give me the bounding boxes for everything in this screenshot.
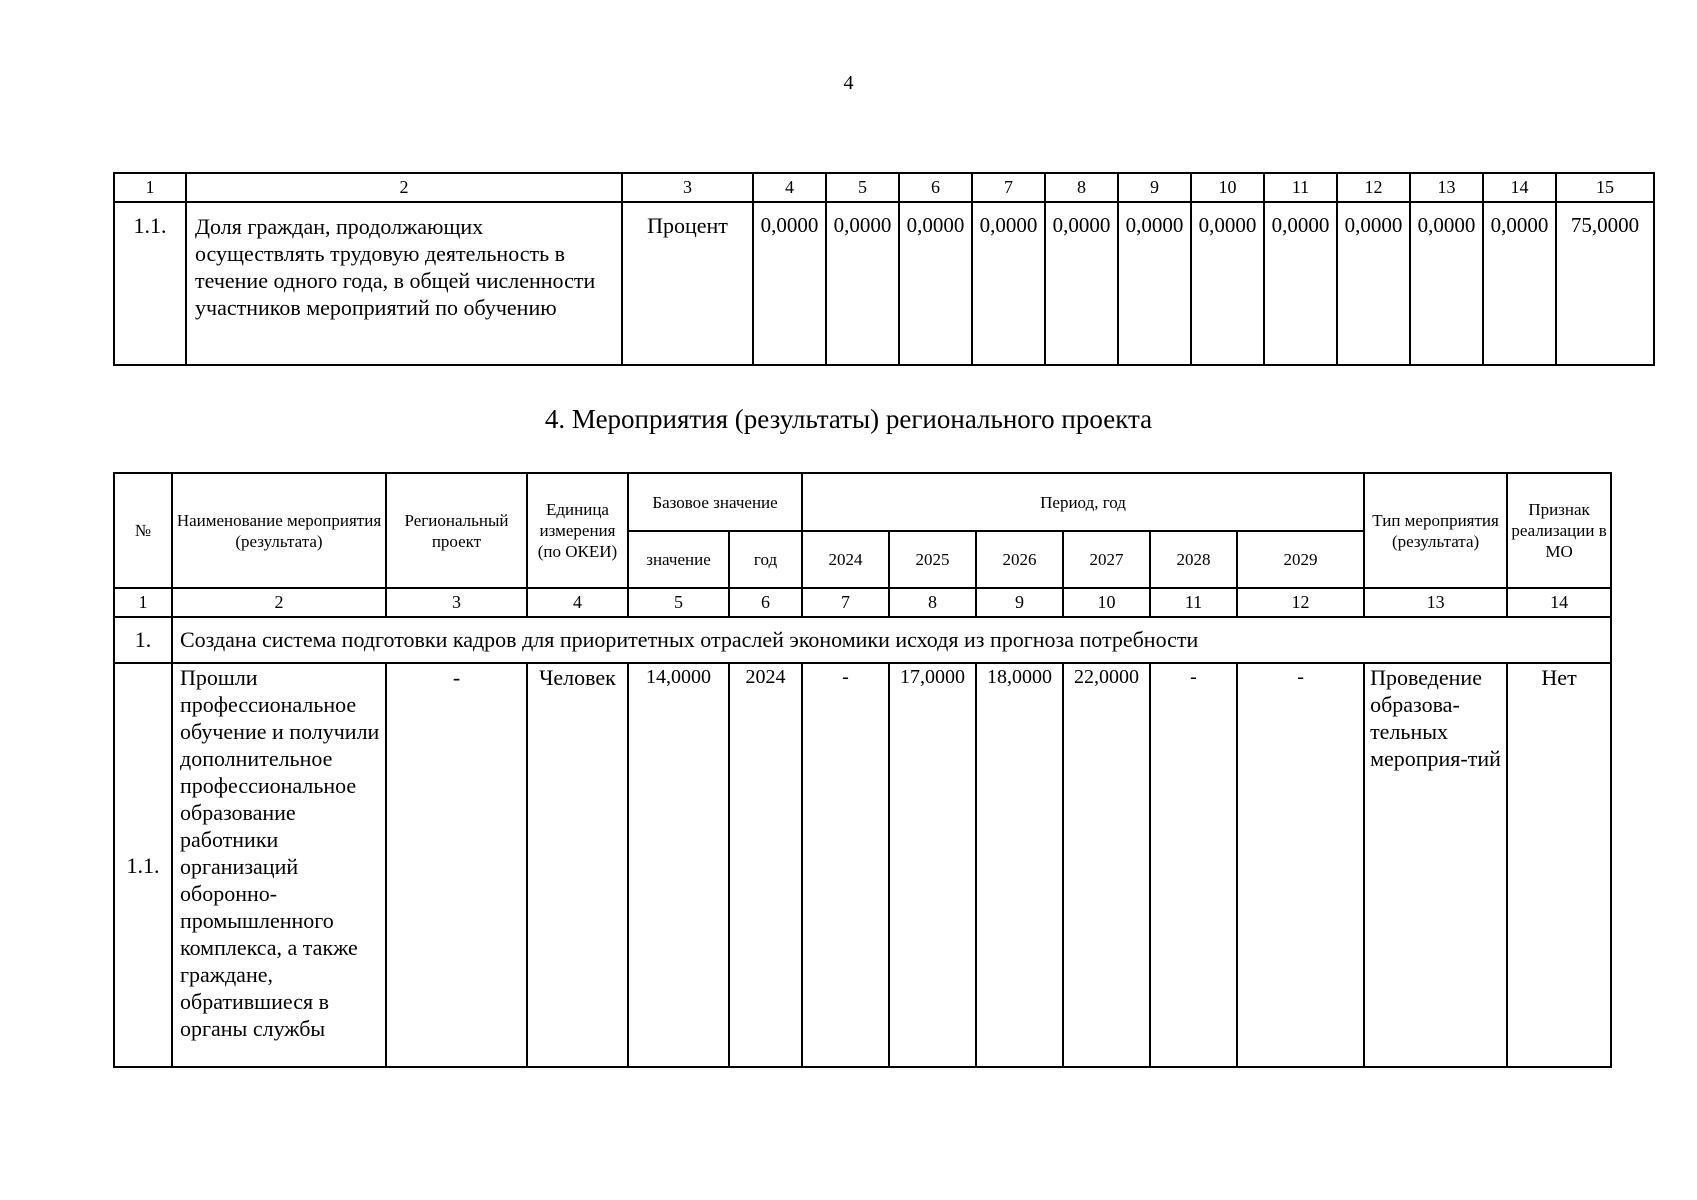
activities-table — [113, 472, 1612, 1068]
row-index: 1.1. — [114, 663, 172, 1067]
header-base-year: год — [729, 531, 802, 588]
column-number: 4 — [527, 588, 628, 617]
section-index: 1. — [114, 617, 172, 663]
header-mo: Признак реализации в МО — [1507, 473, 1611, 588]
header-year: 2026 — [976, 531, 1063, 588]
indicator-value: 0,0000 — [753, 202, 826, 365]
indicators-column-numbers — [114, 173, 1654, 202]
header-year: 2029 — [1237, 531, 1364, 588]
activity-year-value: - — [1237, 663, 1364, 1067]
column-number: 4 — [753, 173, 826, 202]
column-number: 14 — [1507, 588, 1611, 617]
indicator-value: 0,0000 — [1264, 202, 1337, 365]
indicator-unit: Процент — [622, 202, 753, 365]
indicator-value: 0,0000 — [1118, 202, 1191, 365]
table-row — [114, 202, 1654, 365]
section-title: 4. Мероприятия (результаты) регионального проекта — [544, 404, 1153, 434]
column-number: 11 — [1150, 588, 1237, 617]
column-number: 2 — [172, 588, 386, 617]
column-number: 12 — [1337, 173, 1410, 202]
row-index: 1.1. — [114, 202, 186, 365]
column-number: 7 — [802, 588, 889, 617]
activity-project: - — [386, 663, 527, 1067]
activity-year-value: - — [802, 663, 889, 1067]
section-row-title: Создана система подготовки кадров для приоритетных отраслей экономики исходя из прогноза потребности — [172, 617, 1611, 663]
activity-year-value: 22,0000 — [1063, 663, 1150, 1067]
activity-mo: Нет — [1507, 663, 1611, 1067]
activity-year-value: - — [1150, 663, 1237, 1067]
column-number: 10 — [1191, 173, 1264, 202]
activities-header-row — [114, 473, 1611, 531]
header-period: Период, год — [802, 473, 1364, 531]
column-number: 3 — [386, 588, 527, 617]
column-number: 15 — [1556, 173, 1654, 202]
indicator-value: 75,0000 — [1556, 202, 1654, 365]
indicator-name: Доля граждан, продолжающих осуществлять трудовую деятельность в течение одного года, в общей численности участников мероприятий по обучению — [186, 202, 622, 365]
header-project: Региональный проект — [386, 473, 527, 588]
column-number: 5 — [628, 588, 729, 617]
column-number: 1 — [114, 588, 172, 617]
column-number: 13 — [1410, 173, 1483, 202]
activity-base-value: 14,0000 — [628, 663, 729, 1067]
activity-year-value: 17,0000 — [889, 663, 976, 1067]
activity-type: Проведение образова-тельных мероприя-тий — [1364, 663, 1507, 1067]
column-number: 9 — [1118, 173, 1191, 202]
activity-name: Прошли профессиональное обучение и получили дополнительное профессиональное образование работники организаций оборонно-промышленного комплекса, а также граждане, обратившиеся в органы службы — [172, 663, 386, 1067]
column-number: 7 — [972, 173, 1045, 202]
column-number: 13 — [1364, 588, 1507, 617]
activity-year-value: 18,0000 — [976, 663, 1063, 1067]
indicator-value: 0,0000 — [972, 202, 1045, 365]
header-name: Наименование мероприятия (результата) — [172, 473, 386, 588]
column-number: 8 — [889, 588, 976, 617]
page-number: 4 — [843, 72, 854, 94]
activity-base-year: 2024 — [729, 663, 802, 1067]
column-number: 3 — [622, 173, 753, 202]
indicators-table — [113, 172, 1655, 366]
header-year: 2024 — [802, 531, 889, 588]
column-number: 9 — [976, 588, 1063, 617]
indicator-value: 0,0000 — [1337, 202, 1410, 365]
header-base-value: значение — [628, 531, 729, 588]
header-unit: Единица измерения (по ОКЕИ) — [527, 473, 628, 588]
indicator-value: 0,0000 — [1483, 202, 1556, 365]
indicator-value: 0,0000 — [1410, 202, 1483, 365]
indicator-value: 0,0000 — [826, 202, 899, 365]
table-row — [114, 663, 1611, 1067]
column-number: 12 — [1237, 588, 1364, 617]
column-number: 10 — [1063, 588, 1150, 617]
indicator-value: 0,0000 — [1191, 202, 1264, 365]
column-number: 14 — [1483, 173, 1556, 202]
activity-unit: Человек — [527, 663, 628, 1067]
column-number: 11 — [1264, 173, 1337, 202]
column-number: 1 — [114, 173, 186, 202]
column-number: 5 — [826, 173, 899, 202]
header-year: 2028 — [1150, 531, 1237, 588]
header-year: 2025 — [889, 531, 976, 588]
column-number: 2 — [186, 173, 622, 202]
indicator-value: 0,0000 — [1045, 202, 1118, 365]
header-no: № — [114, 473, 172, 588]
column-number: 6 — [899, 173, 972, 202]
activities-column-numbers — [114, 588, 1611, 617]
indicator-value: 0,0000 — [899, 202, 972, 365]
column-number: 8 — [1045, 173, 1118, 202]
header-type: Тип мероприятия (результата) — [1364, 473, 1507, 588]
header-year: 2027 — [1063, 531, 1150, 588]
section-row — [114, 617, 1611, 663]
header-base: Базовое значение — [628, 473, 802, 531]
column-number: 6 — [729, 588, 802, 617]
